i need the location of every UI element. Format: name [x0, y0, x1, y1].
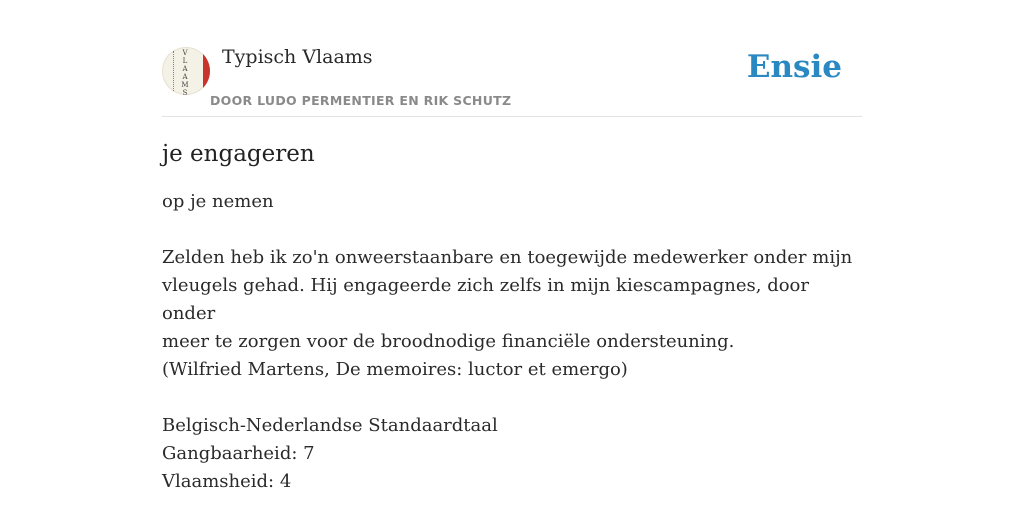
example-line: vleugels gehad. Hij engageerde zich zelfs in mijn kiescampagnes, door onder — [162, 275, 809, 324]
entry-body — [162, 188, 862, 496]
entry-term: je engageren — [162, 141, 315, 167]
header — [162, 40, 862, 117]
avatar-dots — [173, 51, 176, 91]
example-line: Zelden heb ik zo'n onweerstaanbare en toegewijde medewerker onder mijn — [162, 247, 853, 268]
avatar-letter: M — [181, 81, 189, 89]
avatar[interactable] — [162, 47, 210, 95]
example-source: (Wilfried Martens, De memoires: luctor et emergo) — [162, 359, 628, 380]
avatar-letter: S — [182, 89, 188, 95]
brand-logo[interactable]: Ensie — [746, 49, 842, 85]
avatar-letter: A — [182, 73, 188, 81]
avatar-letter: A — [182, 65, 188, 73]
entry-vlaamsheid: Vlaamsheid: 4 — [162, 471, 292, 492]
example-line: meer te zorgen voor de broodnodige financiële ondersteuning. — [162, 331, 735, 352]
avatar-stripe — [203, 47, 210, 95]
authors-byline: DOOR LUDO PERMENTIER EN RIK SCHUTZ — [210, 93, 512, 108]
entry-gangbaarheid: Gangbaarheid: 7 — [162, 443, 315, 464]
entry-definition: op je nemen — [162, 191, 274, 212]
avatar-letters — [179, 49, 191, 95]
avatar-letter: V — [182, 49, 188, 57]
avatar-letter: L — [182, 57, 188, 65]
entry-register: Belgisch-Nederlandse Standaardtaal — [162, 415, 498, 436]
spacer — [162, 216, 862, 244]
spacer — [162, 384, 862, 412]
site-name[interactable]: Typisch Vlaams — [222, 46, 373, 68]
entry-content — [162, 138, 862, 496]
